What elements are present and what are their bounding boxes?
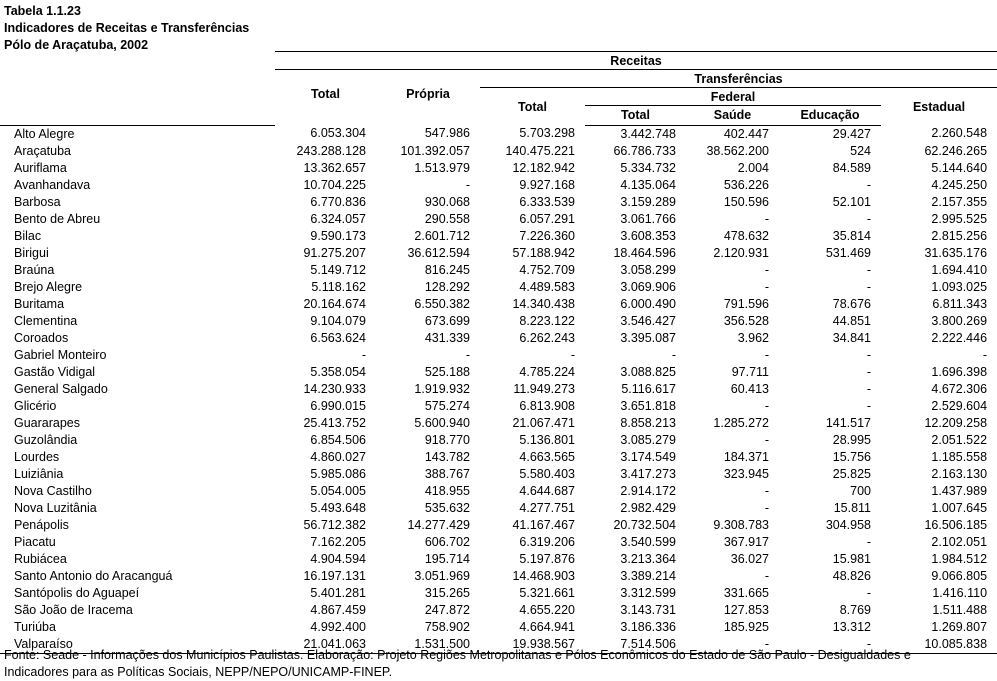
cell-total: 20.164.674: [303, 296, 366, 311]
cell-educ: 15.981: [832, 551, 871, 566]
cell-transf: 7.226.360: [519, 228, 575, 243]
cell-fed: 3.069.906: [620, 279, 676, 294]
cell-educ: 15.811: [833, 500, 871, 515]
cell-total: 6.854.506: [310, 432, 366, 447]
cell-fed: 3.058.299: [620, 262, 676, 277]
cell-educ: 84.589: [832, 160, 871, 175]
cell-propria: 1.919.932: [414, 381, 470, 396]
cell-transf: 4.752.709: [519, 262, 575, 277]
cell-educ: -: [866, 211, 871, 226]
cell-propria: 606.702: [424, 534, 470, 549]
cell-propria: 388.767: [424, 466, 470, 481]
municipality-name: Gabriel Monteiro: [14, 347, 107, 362]
cell-transf: 5.197.876: [519, 551, 575, 566]
cell-est: 1.511.488: [932, 602, 988, 617]
municipality-name: Glicério: [14, 398, 57, 413]
municipality-name: Penápolis: [14, 517, 69, 532]
cell-saude: -: [764, 568, 769, 583]
cell-total: 5.118.162: [311, 279, 366, 294]
municipality-name: Barbosa: [14, 194, 61, 209]
cell-transf: 6.319.206: [519, 534, 575, 549]
table-header: [0, 52, 997, 126]
cell-fed: 7.514.506: [585, 636, 686, 654]
cell-fed: 2.914.172: [620, 483, 676, 498]
cell-saude: -: [764, 432, 769, 447]
cell-est: 10.085.838: [881, 636, 997, 654]
cell-saude: 3.962: [737, 330, 769, 345]
cell-est: 31.635.176: [924, 245, 988, 260]
cell-propria: 290.558: [424, 211, 470, 226]
cell-total: 243.288.128: [296, 143, 366, 158]
cell-est: 4.245.250: [931, 177, 988, 192]
cell-saude: 185.925: [723, 619, 769, 634]
cell-educ: -: [866, 364, 871, 379]
cell-saude: 331.665: [723, 585, 769, 600]
municipality-name: Piacatu: [14, 534, 56, 549]
cell-est: 5.144.640: [931, 160, 988, 175]
cell-fed: 8.858.213: [620, 415, 676, 430]
cell-fed: 3.143.731: [620, 602, 676, 617]
cell-transf: 8.223.122: [519, 313, 575, 328]
table-row: [0, 466, 997, 483]
cell-transf: 57.188.942: [512, 245, 575, 260]
municipality-name: São João de Iracema: [14, 602, 133, 617]
cell-fed: 3.186.336: [620, 619, 676, 634]
municipality-name: Santo Antonio do Aracanguá: [14, 568, 173, 583]
municipality-name: Birigui: [14, 245, 49, 260]
cell-educ: -: [866, 279, 871, 294]
cell-est: 1.416.110: [932, 585, 988, 600]
cell-fed: 18.464.596: [613, 245, 676, 260]
cell-est: 3.800.269: [931, 313, 988, 328]
cell-est: 12.209.258: [924, 415, 988, 430]
cell-transf: 4.644.687: [519, 483, 575, 498]
header-total: Total: [311, 87, 340, 101]
municipality-name: Lourdes: [14, 449, 60, 464]
source-note: [4, 647, 994, 680]
source-note-line: Indicadores para as Políticas Sociais, NEPP/NEPO/UNICAMP-FINEP.: [4, 664, 393, 679]
cell-fed: 3.442.748: [620, 126, 676, 141]
cell-fed: 66.786.733: [613, 143, 676, 158]
cell-total: 4.860.027: [310, 449, 366, 464]
cell-total: 6.053.304: [310, 126, 366, 141]
cell-educ: 48.826: [832, 568, 871, 583]
municipality-name: Avanhandava: [14, 177, 91, 192]
cell-transf: 11.949.273: [513, 381, 575, 396]
cell-fed: 3.213.364: [620, 551, 676, 566]
cell-propria: 673.699: [424, 313, 470, 328]
cell-propria: -: [465, 177, 470, 192]
cell-fed: 3.159.289: [620, 194, 676, 209]
table-row: [0, 279, 997, 296]
cell-fed: 3.312.599: [620, 585, 676, 600]
cell-fed: 3.395.087: [620, 330, 676, 345]
cell-propria: 418.955: [424, 483, 470, 498]
cell-saude: 150.596: [723, 194, 769, 209]
cell-transf: 9.927.168: [519, 177, 575, 192]
cell-total: 5.358.054: [310, 364, 366, 379]
cell-est: 2.163.130: [931, 466, 988, 481]
municipality-name: Alto Alegre: [14, 126, 75, 141]
cell-saude: -: [764, 500, 769, 515]
cell-propria: 930.068: [424, 194, 470, 209]
cell-fed: 3.088.825: [620, 364, 676, 379]
cell-transf: 12.182.942: [512, 160, 575, 175]
cell-fed: 3.085.279: [620, 432, 676, 447]
cell-saude: 536.226: [723, 177, 769, 192]
municipality-name: Brejo Alegre: [14, 279, 83, 294]
cell-saude: 184.371: [723, 449, 769, 464]
cell-total: 7.162.205: [310, 534, 366, 549]
municipality-name: Guararapes: [14, 415, 81, 430]
cell-total: 6.990.015: [310, 398, 366, 413]
cell-educ: 34.841: [832, 330, 871, 345]
table-row: [0, 177, 997, 194]
cell-educ: 25.825: [832, 466, 871, 481]
cell-total: 21.041.063: [275, 636, 376, 654]
cell-est: 2.529.604: [931, 398, 988, 413]
cell-propria: 1.513.979: [414, 160, 470, 175]
cell-propria: 547.986: [424, 126, 470, 141]
cell-saude: 323.945: [723, 466, 769, 481]
cell-saude: 2.004: [737, 160, 769, 175]
cell-propria: 128.292: [424, 279, 470, 294]
cell-saude: -: [764, 483, 769, 498]
cell-fed: 5.334.732: [620, 160, 676, 175]
cell-saude: -: [686, 636, 779, 654]
cell-propria: 14.277.429: [407, 517, 470, 532]
cell-est: 2.051.522: [931, 432, 988, 447]
cell-est: 1.007.645: [931, 500, 988, 515]
cell-fed: 3.061.766: [620, 211, 676, 226]
table-subtitle: Pólo de Araçatuba, 2002: [4, 38, 149, 52]
cell-educ: -: [866, 381, 871, 396]
cell-propria: 431.339: [424, 330, 470, 345]
municipality-name: Rubiácea: [14, 551, 67, 566]
cell-saude: 356.528: [723, 313, 769, 328]
table-row: [0, 602, 997, 619]
cell-propria: 6.550.382: [414, 296, 470, 311]
cell-fed: 3.651.818: [620, 398, 676, 413]
cell-saude: -: [764, 398, 769, 413]
table-row: [0, 160, 997, 177]
cell-propria: 2.601.712: [414, 228, 470, 243]
cell-saude: 2.120.931: [713, 245, 769, 260]
cell-fed: 3.389.214: [620, 568, 676, 583]
cell-educ: 28.995: [832, 432, 871, 447]
cell-propria: 758.902: [424, 619, 470, 634]
header-propria: Própria: [406, 87, 450, 101]
municipality-name: Braúna: [14, 262, 55, 277]
cell-educ: 524: [850, 143, 871, 158]
cell-total: 5.401.281: [310, 585, 366, 600]
cell-total: 5.149.712: [310, 262, 366, 277]
header-transferencias: Transferências: [480, 70, 997, 88]
table-row: [0, 330, 997, 347]
cell-total: 6.770.836: [310, 194, 366, 209]
municipality-name: Clementina: [14, 313, 78, 328]
municipality-name: General Salgado: [14, 381, 108, 396]
header-estadual: Estadual: [912, 99, 966, 114]
header-saude: Saúde: [713, 107, 752, 122]
cell-est: 2.157.355: [931, 194, 988, 209]
cell-total: 10.704.225: [303, 177, 366, 192]
table-row: [0, 432, 997, 449]
cell-fed: 3.608.353: [620, 228, 676, 243]
cell-transf: 6.262.243: [519, 330, 575, 345]
cell-propria: 143.782: [424, 449, 470, 464]
table-row: [0, 415, 997, 432]
cell-est: 6.811.343: [932, 296, 988, 311]
cell-saude: -: [764, 211, 769, 226]
cell-transf: 4.655.220: [519, 602, 575, 617]
cell-total: 9.104.079: [310, 313, 366, 328]
cell-est: 1.694.410: [931, 262, 988, 277]
cell-transf: 4.785.224: [519, 364, 575, 379]
cell-fed: 2.982.429: [620, 500, 676, 515]
cell-transf: 5.321.661: [519, 585, 575, 600]
cell-total: 25.413.752: [303, 415, 366, 430]
cell-saude: 478.632: [723, 228, 769, 243]
cell-educ: 35.814: [832, 228, 871, 243]
cell-propria: 247.872: [424, 602, 470, 617]
cell-saude: 60.413: [730, 381, 769, 396]
table-row: [0, 296, 997, 313]
cell-educ: 13.312: [832, 619, 871, 634]
table-row: [0, 483, 997, 500]
municipality-name: Guzolândia: [14, 432, 78, 447]
cell-transf: 5.580.403: [519, 466, 575, 481]
cell-propria: 36.612.594: [407, 245, 470, 260]
cell-transf: 4.664.941: [519, 619, 575, 634]
cell-educ: -: [866, 262, 871, 277]
table-row: [0, 364, 997, 381]
municipality-name: Bilac: [14, 228, 42, 243]
cell-est: 2.260.548: [931, 126, 988, 141]
cell-saude: -: [764, 262, 769, 277]
cell-educ: 52.101: [832, 194, 871, 209]
cell-saude: 127.853: [723, 602, 769, 617]
cell-est: 9.066.805: [931, 568, 988, 583]
cell-fed: 4.135.064: [620, 177, 676, 192]
cell-educ: -: [866, 585, 871, 600]
cell-total: 91.275.207: [303, 245, 366, 260]
cell-est: 16.506.185: [924, 517, 988, 532]
cell-fed: 3.174.549: [620, 449, 676, 464]
cell-propria: 816.245: [424, 262, 470, 277]
cell-transf: 4.489.583: [519, 279, 575, 294]
cell-saude: -: [764, 347, 769, 362]
municipality-name: Nova Castilho: [14, 483, 92, 498]
cell-transf: 140.475.221: [505, 143, 575, 158]
cell-saude: 97.711: [731, 364, 769, 379]
table-row: [0, 500, 997, 517]
cell-total: 5.985.086: [310, 466, 366, 481]
cell-transf: 5.136.801: [519, 432, 575, 447]
municipality-name: Santópolis do Aguapeí: [14, 585, 140, 600]
table-row: [0, 262, 997, 279]
cell-propria: 918.770: [424, 432, 470, 447]
cell-total: 6.324.057: [310, 211, 366, 226]
cell-educ: -: [866, 398, 871, 413]
cell-saude: -: [764, 279, 769, 294]
table-row: [0, 211, 997, 228]
municipality-name: Coroados: [14, 330, 69, 345]
cell-saude: 402.447: [723, 126, 769, 141]
header-educacao: Educação: [800, 107, 860, 122]
cell-fed: 3.546.427: [620, 313, 676, 328]
cell-propria: 195.714: [424, 551, 470, 566]
municipality-name: Valparaíso: [0, 636, 275, 654]
cell-est: 1.437.989: [931, 483, 988, 498]
cell-transf: 6.813.908: [519, 398, 575, 413]
table-row: [0, 551, 997, 568]
cell-educ: 8.769: [839, 602, 871, 617]
cell-educ: 141.517: [825, 415, 871, 430]
cell-total: 5.493.648: [310, 500, 366, 515]
cell-educ: -: [866, 177, 871, 192]
cell-est: 1.696.398: [931, 364, 988, 379]
cell-fed: 3.540.599: [620, 534, 676, 549]
cell-propria: -: [465, 347, 470, 362]
cell-transf: 5.703.298: [519, 126, 575, 141]
table-row: [0, 313, 997, 330]
header-fed-total: Total: [621, 107, 650, 122]
data-table: [0, 51, 997, 654]
cell-fed: 6.000.490: [620, 296, 676, 311]
table-row: [0, 245, 997, 262]
cell-propria: 1.531.500: [376, 636, 480, 654]
cell-transf: 4.663.565: [519, 449, 575, 464]
cell-est: 1.093.025: [931, 279, 988, 294]
cell-transf: 19.938.567: [480, 636, 585, 654]
table-row: [0, 449, 997, 466]
header-transf-total: Total: [518, 99, 547, 114]
header-federal: Federal: [585, 88, 881, 106]
cell-propria: 5.600.940: [414, 415, 470, 430]
cell-fed: 5.116.617: [621, 381, 676, 396]
cell-transf: 14.468.903: [512, 568, 575, 583]
table-row: [0, 125, 997, 143]
cell-propria: 101.392.057: [400, 143, 470, 158]
table-row: [0, 568, 997, 585]
cell-saude: 36.027: [730, 551, 769, 566]
municipality-name: Luiziânia: [14, 466, 64, 481]
cell-total: 4.867.459: [310, 602, 366, 617]
cell-saude: 791.596: [723, 296, 769, 311]
cell-educ: 15.756: [832, 449, 871, 464]
municipality-name: Turiúba: [14, 619, 56, 634]
table-row: [0, 619, 997, 636]
cell-educ: 304.958: [825, 517, 871, 532]
cell-est: -: [982, 347, 988, 362]
cell-saude: 38.562.200: [706, 143, 769, 158]
table-body: [0, 125, 997, 653]
cell-educ: 531.469: [825, 245, 871, 260]
cell-fed: -: [671, 347, 676, 362]
cell-transf: 21.067.471: [512, 415, 575, 430]
cell-propria: 3.051.969: [414, 568, 470, 583]
cell-total: 4.992.400: [310, 619, 366, 634]
cell-transf: 6.057.291: [519, 211, 575, 226]
municipality-name: Bento de Abreu: [14, 211, 101, 226]
cell-est: 4.672.306: [931, 381, 988, 396]
cell-educ: -: [866, 347, 871, 362]
cell-total: 9.590.173: [310, 228, 366, 243]
cell-total: 4.904.594: [310, 551, 366, 566]
cell-total: -: [361, 347, 366, 362]
cell-educ: 29.427: [832, 126, 871, 141]
municipality-name: Buritama: [14, 296, 65, 311]
cell-total: 56.712.382: [303, 517, 366, 532]
cell-transf: 14.340.438: [512, 296, 575, 311]
municipality-name: Nova Luzitânia: [14, 500, 97, 515]
municipality-name: Araçatuba: [14, 143, 71, 158]
cell-est: 1.185.558: [931, 449, 988, 464]
header-receitas: Receitas: [275, 52, 997, 70]
table-row: [0, 534, 997, 551]
cell-est: 1.269.807: [931, 619, 988, 634]
table-row: [0, 194, 997, 211]
cell-propria: 315.265: [424, 585, 470, 600]
cell-total: 16.197.131: [303, 568, 366, 583]
cell-propria: 535.632: [424, 500, 470, 515]
cell-total: 6.563.624: [310, 330, 366, 345]
cell-educ: 700: [850, 483, 871, 498]
cell-saude: 367.917: [723, 534, 769, 549]
table-title: Indicadores de Receitas e Transferências: [4, 21, 250, 35]
municipality-name: Auriflama: [14, 160, 67, 175]
cell-transf: -: [570, 347, 575, 362]
table-title-block: [4, 3, 249, 54]
table-row: [0, 347, 997, 364]
cell-est: 1.984.512: [931, 551, 988, 566]
cell-educ: -: [779, 636, 881, 654]
cell-total: 14.230.933: [303, 381, 366, 396]
cell-est: 2.102.051: [931, 534, 988, 549]
table-number: Tabela 1.1.23: [4, 4, 81, 18]
cell-total: 5.054.005: [310, 483, 366, 498]
cell-est: 2.222.446: [931, 330, 988, 345]
table-row: [0, 517, 997, 534]
cell-fed: 20.732.504: [613, 517, 676, 532]
cell-educ: -: [866, 534, 871, 549]
cell-transf: 6.333.539: [519, 194, 575, 209]
cell-educ: 78.676: [832, 296, 871, 311]
cell-transf: 41.167.467: [512, 517, 575, 532]
cell-est: 2.815.256: [931, 228, 988, 243]
table-row: [0, 585, 997, 602]
cell-transf: 4.277.751: [519, 500, 575, 515]
cell-saude: 9.308.783: [713, 517, 769, 532]
table-row: [0, 228, 997, 245]
cell-est: 62.246.265: [924, 143, 988, 158]
cell-educ: 44.851: [832, 313, 871, 328]
cell-saude: 1.285.272: [713, 415, 769, 430]
table-row: [0, 143, 997, 160]
source-note-line: Fonte: Seade - Informações dos Municípios Paulistas. Elaboração: Projeto Regiões Metropolitanas e Pólos Econômicos do Estado de São Paulo - Desigualdades e: [4, 648, 911, 662]
cell-est: 2.995.525: [931, 211, 988, 226]
cell-propria: 525.188: [424, 364, 470, 379]
cell-propria: 575.274: [424, 398, 470, 413]
cell-fed: 3.417.273: [620, 466, 676, 481]
table-row: [0, 381, 997, 398]
cell-total: 13.362.657: [303, 160, 366, 175]
table-row: [0, 398, 997, 415]
municipality-name: Gastão Vidigal: [14, 364, 96, 379]
